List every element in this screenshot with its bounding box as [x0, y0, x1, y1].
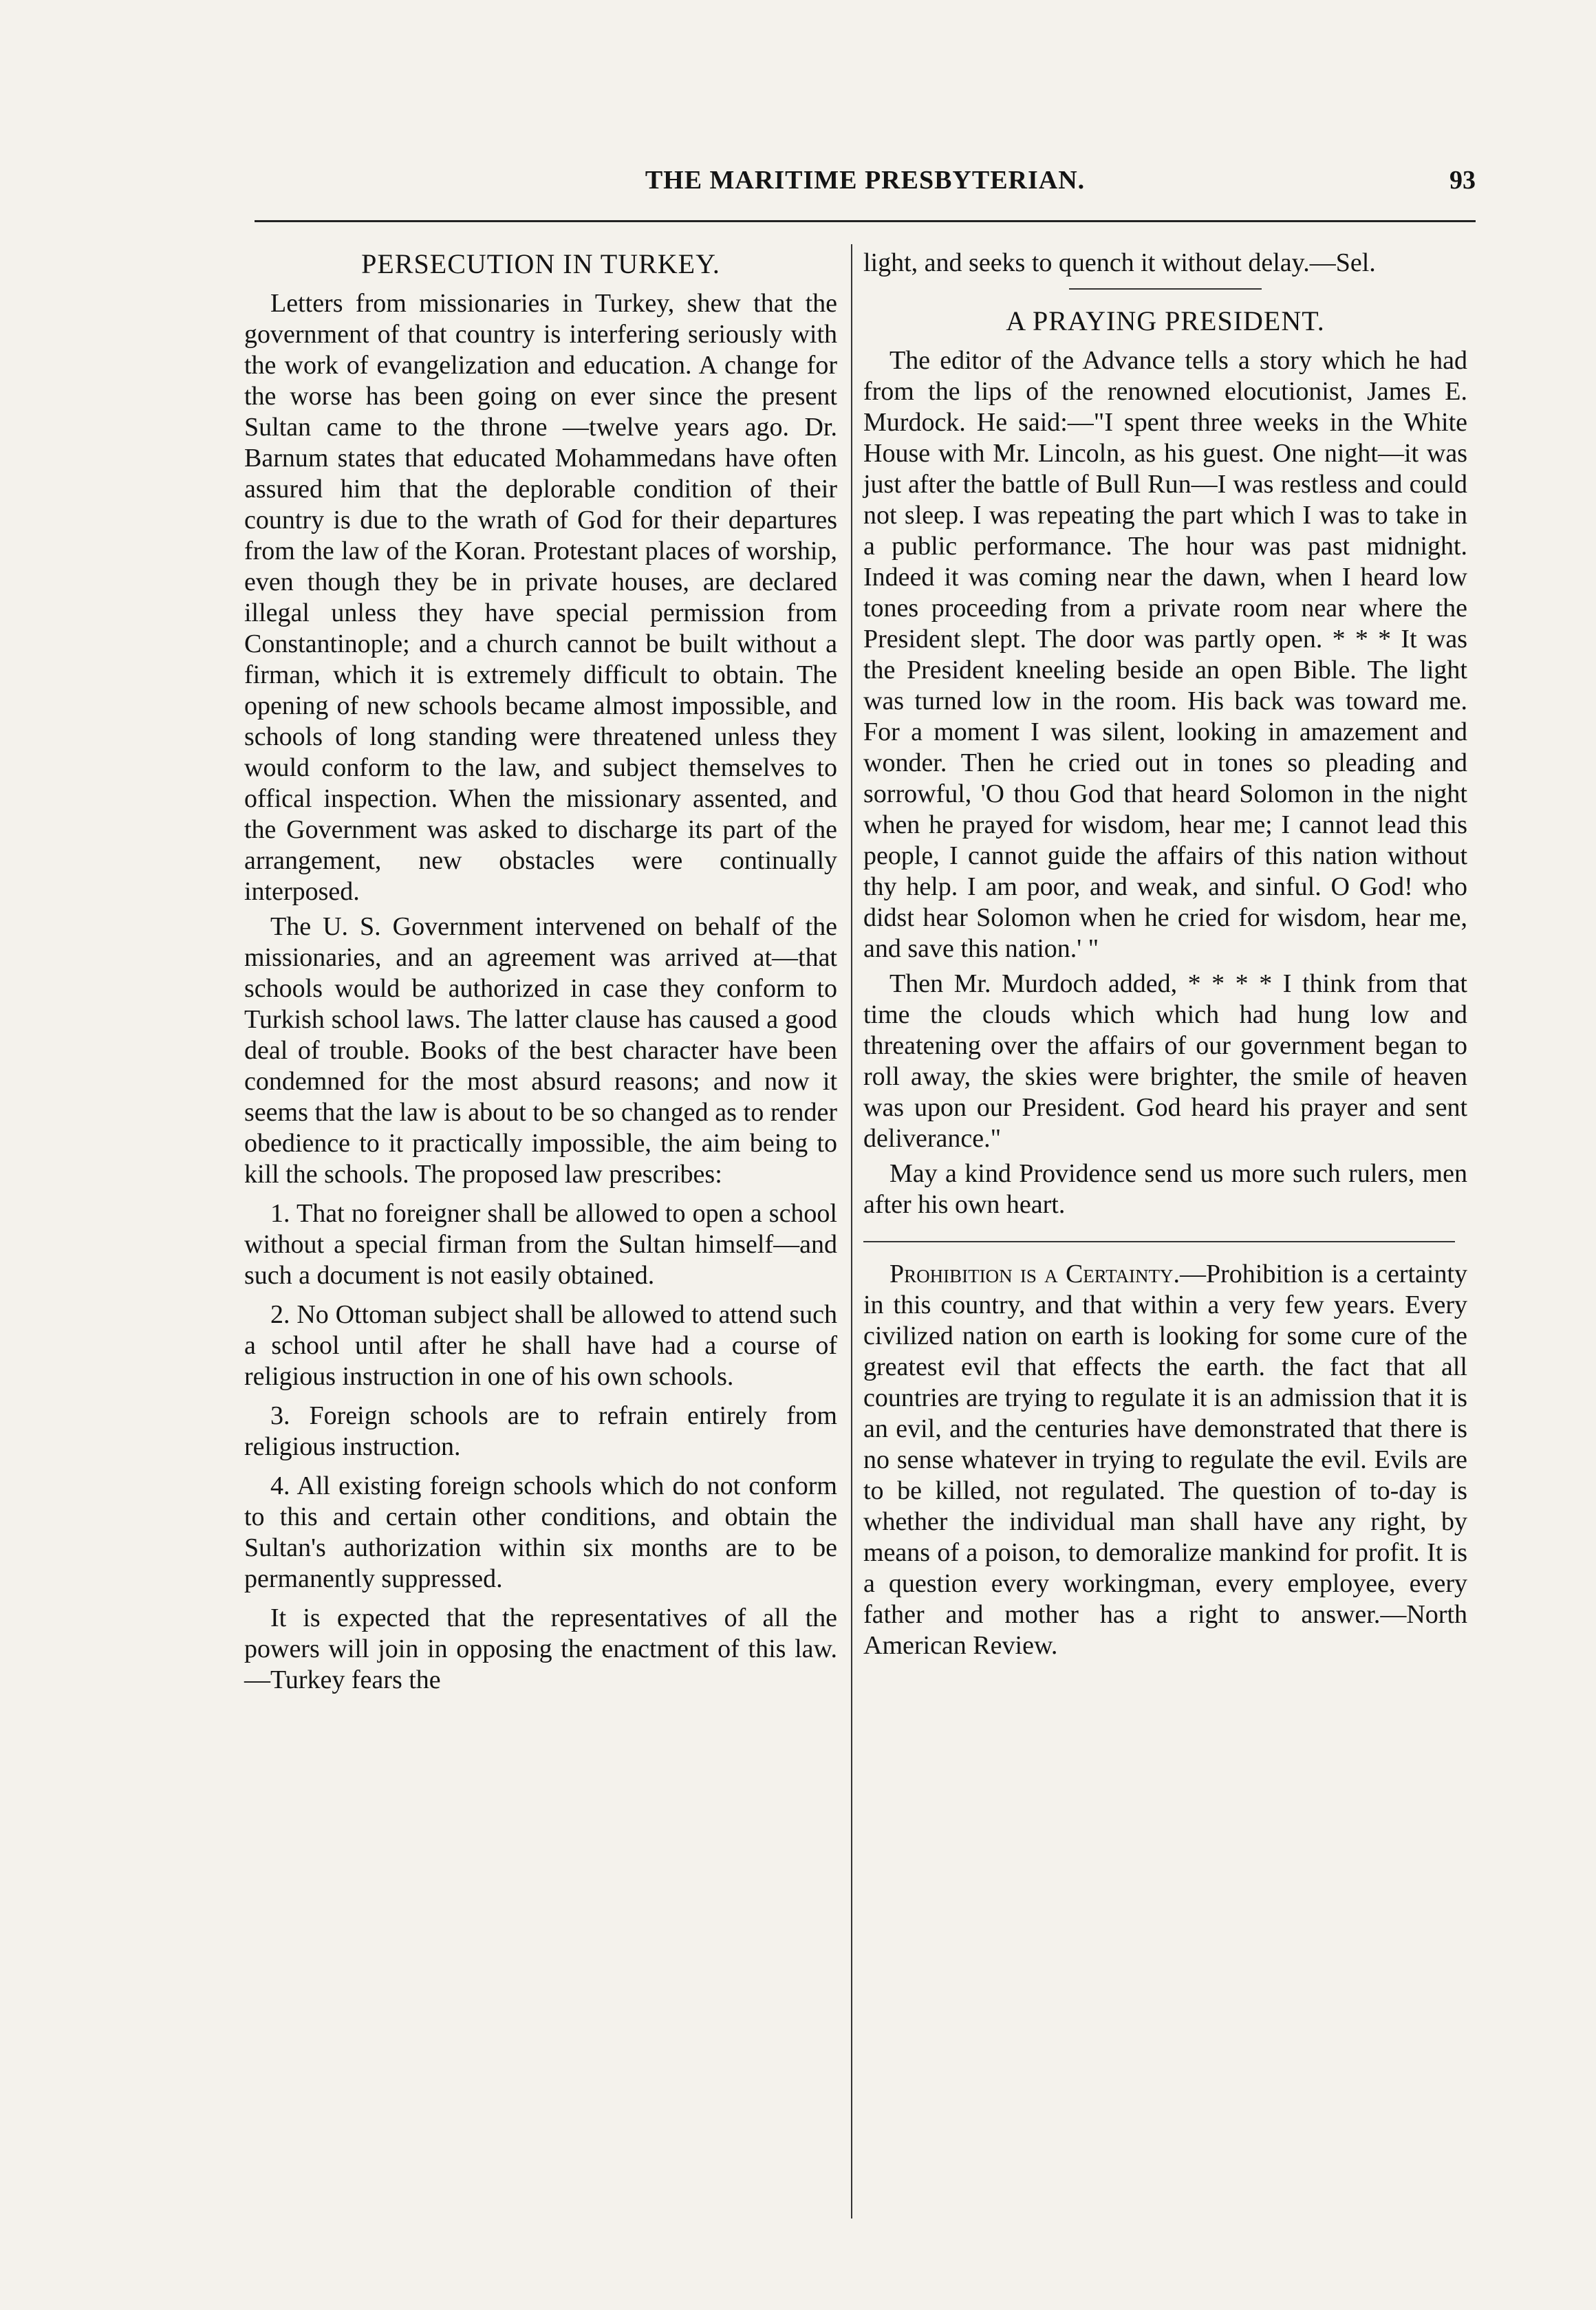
column-divider: [851, 244, 852, 2219]
article-title-praying-president: A PRAYING PRESIDENT.: [1006, 305, 1325, 336]
prohibition-paragraph: [863, 1259, 1467, 1661]
left-column: [244, 248, 837, 1700]
law-item: 3. Foreign schools are to refrain entirely from religious instruction.: [244, 1401, 837, 1461]
article-paragraph: Letters from missionaries in Turkey, shew that the government of that country is interfering seriously with the work of evangelization and education. A change for the worse has been going on ever since the present Sultan came to the throne —twelve years ago. Dr. Barnum states that educated Mohammedans have often assured him that the deplorable condition of their country is due to the wrath of God for their departures from the law of the Koran. Protestant places of worship, even though they be in private houses, are declared illegal unless they have special permission from Constantinople; and a church cannot be built without a firman, which it is extremely difficult to obtain. The opening of new schools became almost impossible, and schools of long standing were threatened unless they would conform to the law, and subject themselves to offical inspection. When the missionary assented, and the Government was asked to discharge its part of the arrangement, new obstacles were continually interposed.: [244, 289, 837, 906]
right-column: [863, 248, 1467, 1665]
header-rule: [255, 220, 1476, 222]
prohibition-text: —Prohibition is a certainty in this country, and that within a very few years. Every civilized nation on earth is looking for some cure of the greatest evil that effects the earth. the fact that all countries are trying to regulate it is an admission that it is an evil, and the centuries have demonstrated that there is no sense whatever in trying to regulate the evil. Evils are to be killed, not regulated. The question of to-day is whether the individual man shall have any right, by means of a poison, to demoralize mankind for profit. It is a question every workingman, every employee, every father and mother has a right to answer.—North American Review.: [863, 1260, 1467, 1660]
article-title-persecution: PERSECUTION IN TURKEY.: [361, 248, 720, 279]
article-paragraph: The U. S. Government intervened on behalf of the missionaries, and an agreement was arrived at—that schools would be authorized in case they conform to Turkish school laws. The latter clause has caused a good deal of trouble. Books of the best character have been condemned for the most absurd reasons; and now it seems that the law is about to be so changed as to render obedience to it practically impossible, the aim being to kill the schools. The proposed law prescribes:: [244, 912, 837, 1189]
law-item: 1. That no foreigner shall be allowed to open a school without a special firman from the Sultan himself—and such a document is not easily obtained.: [244, 1199, 837, 1290]
article-closing: It is expected that the representatives of all the powers will join in opposing the enactment of this law.—Turkey fears the: [244, 1604, 837, 1694]
article-paragraph: Then Mr. Murdoch added, * * * * I think from that time the clouds which which had hung low and threatening over the affairs of our government began to roll away, the skies were brighter, the smile of heaven was upon our President. God heard his prayer and sent deliverance.": [863, 969, 1467, 1153]
law-item: 4. All existing foreign schools which do not conform to this and certain other conditions, and obtain the Sultan's authorization within six months are to be permanently suppressed.: [244, 1471, 837, 1593]
section-rule: [863, 1241, 1455, 1242]
law-item: 2. No Ottoman subject shall be allowed to attend such a school until after he shall have had a course of religious instruction in one of his own schools.: [244, 1300, 837, 1391]
page-header: [255, 165, 1476, 199]
section-rule: [1069, 288, 1262, 290]
prohibition-heading: Prohibition is a Certainty.: [889, 1260, 1180, 1288]
article-paragraph: The editor of the Advance tells a story which he had from the lips of the renowned elocutionist, James E. Murdock. He said:—"I spent three weeks in the White House with Mr. Lincoln, as his guest. One night—it was just after the battle of Bull Run—I was restless and could not sleep. I was repeating the part which I was to take in a public performance. The hour was past midnight. Indeed it was coming near the dawn, when I heard low tones proceeding from a private room near where the President slept. The door was partly open. * * * It was the President kneeling beside an open Bible. The light was turned low in the room. His back was toward me. For a moment I was silent, looking in amazement and wonder. Then he cried out in tones so pleading and sorrowful, 'O thou God that heard Solomon in the night when he prayed for wisdom, hear me; I cannot lead this people, I cannot guide the affairs of this nation without thy help. I am poor, and weak, and sinful. O God! who didst hear Solomon when he cried for wisdom, hear me, and save this nation.' ": [863, 346, 1467, 963]
article-paragraph: May a kind Providence send us more such rulers, men after his own heart.: [863, 1159, 1467, 1219]
running-title: THE MARITIME PRESBYTERIAN.: [645, 166, 1086, 195]
continued-text: light, and seeks to quench it without delay.—Sel.: [863, 248, 1376, 277]
page-number: 93: [1449, 166, 1476, 195]
